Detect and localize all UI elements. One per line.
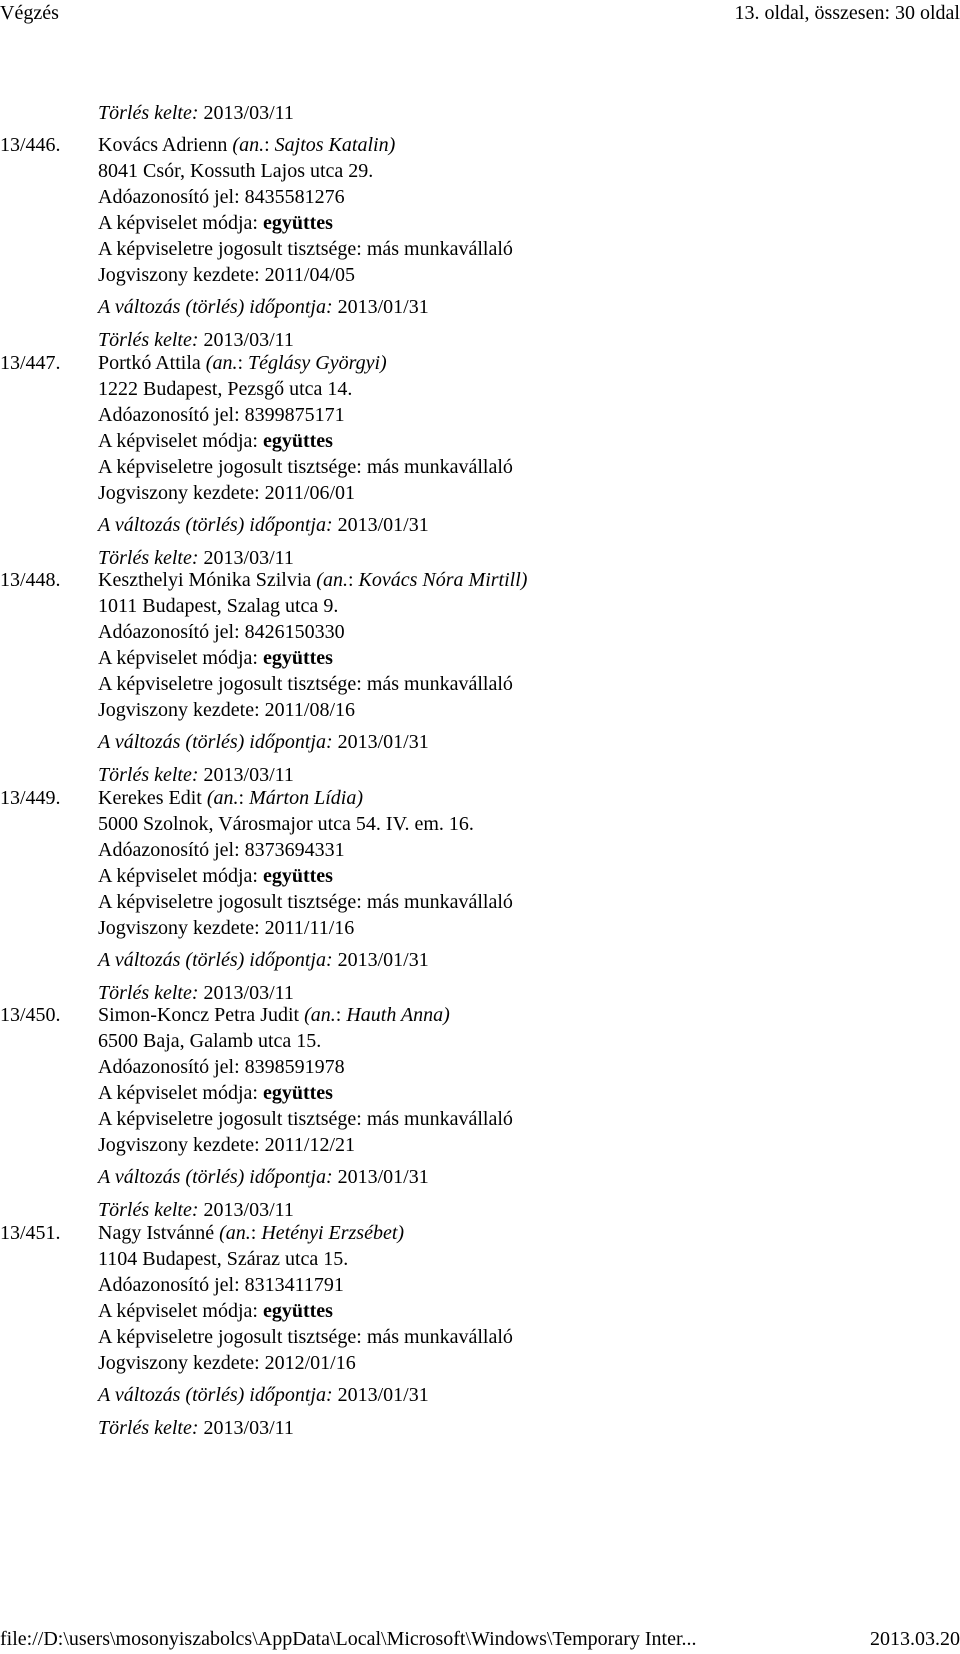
change-value: 2013/01/31 bbox=[337, 514, 429, 536]
mother-name: Téglásy Györgyi) bbox=[248, 352, 387, 374]
entry-start-line bbox=[98, 262, 355, 288]
taxid-label: Adóazonosító jel: bbox=[98, 1274, 240, 1296]
mother-prefix: (an. bbox=[205, 352, 238, 374]
deletion-value: 2013/03/11 bbox=[203, 982, 294, 1004]
start-label: Jogviszony kezdete: bbox=[98, 1352, 260, 1374]
mother-prefix: (an. bbox=[316, 569, 348, 591]
entry-name: Keszthelyi Mónika Szilvia bbox=[98, 569, 312, 591]
taxid-label: Adóazonosító jel: bbox=[98, 186, 240, 208]
deletion-value: 2013/03/11 bbox=[203, 547, 294, 569]
rep-mode-value: együttes bbox=[262, 1082, 333, 1104]
entry-address: 5000 Szolnok, Városmajor utca 54. IV. em. 16. bbox=[98, 813, 474, 835]
deletion-value: 2013/03/11 bbox=[203, 764, 294, 786]
deletion-label: Törlés kelte: bbox=[98, 764, 199, 786]
change-label: A változás (törlés) időpontja: bbox=[98, 949, 333, 971]
rep-mode-label: A képviselet módja: bbox=[98, 865, 258, 887]
entry-taxid-line bbox=[98, 837, 345, 863]
mother-prefix: (an. bbox=[232, 134, 265, 156]
start-label: Jogviszony kezdete: bbox=[98, 699, 260, 721]
rep-mode-value: együttes bbox=[262, 865, 333, 887]
mother-prefix: (an. bbox=[304, 1004, 336, 1026]
mother-name: Márton Lídia) bbox=[249, 787, 363, 809]
mother-name: Hetényi Erzsébet) bbox=[261, 1222, 405, 1244]
header-page-info: 13. oldal, összesen: 30 oldal bbox=[734, 2, 960, 24]
deletion-value: 2013/03/11 bbox=[203, 1199, 294, 1221]
start-label: Jogviszony kezdete: bbox=[98, 1134, 260, 1156]
taxid-value: 8435581276 bbox=[244, 186, 345, 208]
change-label: A változás (törlés) időpontja: bbox=[98, 731, 333, 753]
rep-mode-value: együttes bbox=[262, 1300, 333, 1322]
entry-taxid-line bbox=[98, 402, 345, 428]
entry-name-line bbox=[98, 785, 363, 811]
mother-colon: : bbox=[237, 352, 244, 374]
mother-name: Sajtos Katalin) bbox=[274, 134, 396, 156]
footer-date: 2013.03.20 bbox=[870, 1628, 960, 1650]
change-value: 2013/01/31 bbox=[337, 296, 429, 318]
entry-address: 1104 Budapest, Száraz utca 15. bbox=[98, 1248, 349, 1270]
rep-mode-label: A képviselet módja: bbox=[98, 212, 258, 234]
start-value: 2011/08/16 bbox=[264, 699, 355, 721]
entry-address: 1222 Budapest, Pezsgő utca 14. bbox=[98, 378, 353, 400]
change-value: 2013/01/31 bbox=[337, 1166, 429, 1188]
entry-rep-role: A képviseletre jogosult tisztsége: más munkavállaló bbox=[98, 1108, 513, 1130]
mother-name: Hauth Anna) bbox=[346, 1004, 450, 1026]
deletion-value: 2013/03/11 bbox=[203, 329, 294, 351]
deletion-value: 2013/03/11 bbox=[203, 102, 294, 124]
entry-rep-role: A képviseletre jogosult tisztsége: más munkavállaló bbox=[98, 1326, 513, 1348]
taxid-label: Adóazonosító jel: bbox=[98, 404, 240, 426]
entry-name-line bbox=[98, 567, 527, 593]
entry-rep-mode-line bbox=[98, 863, 333, 889]
start-label: Jogviszony kezdete: bbox=[98, 264, 260, 286]
start-value: 2011/12/21 bbox=[264, 1134, 355, 1156]
entry-start-line bbox=[98, 915, 354, 941]
deletion-label: Törlés kelte: bbox=[98, 982, 199, 1004]
entry-name: Nagy Istvánné bbox=[98, 1222, 215, 1244]
entry-address: 8041 Csór, Kossuth Lajos utca 29. bbox=[98, 160, 374, 182]
entry-name: Kerekes Edit bbox=[98, 787, 202, 809]
taxid-label: Adóazonosító jel: bbox=[98, 839, 240, 861]
entry-address: 6500 Baja, Galamb utca 15. bbox=[98, 1030, 322, 1052]
entry-start-line bbox=[98, 697, 355, 723]
footer-path: file://D:\users\mosonyiszabolcs\AppData\Local\Microsoft\Windows\Temporary Inter... bbox=[0, 1628, 697, 1650]
entry-address: 1011 Budapest, Szalag utca 9. bbox=[98, 595, 339, 617]
rep-mode-label: A képviselet módja: bbox=[98, 647, 258, 669]
entry-rep-mode-line bbox=[98, 210, 333, 236]
entry-number: 13/446. bbox=[0, 134, 61, 156]
entry-name: Portkó Attila bbox=[98, 352, 201, 374]
change-value: 2013/01/31 bbox=[337, 1384, 429, 1406]
taxid-value: 8313411791 bbox=[244, 1274, 344, 1296]
mother-colon: : bbox=[238, 787, 245, 809]
change-label: A változás (törlés) időpontja: bbox=[98, 1384, 333, 1406]
entry-rep-role: A képviseletre jogosult tisztsége: más munkavállaló bbox=[98, 891, 513, 913]
entry-number: 13/449. bbox=[0, 787, 61, 809]
rep-mode-label: A képviselet módja: bbox=[98, 1082, 258, 1104]
start-value: 2011/04/05 bbox=[264, 264, 355, 286]
mother-prefix: (an. bbox=[219, 1222, 251, 1244]
change-value: 2013/01/31 bbox=[337, 949, 429, 971]
entry-rep-mode-line bbox=[98, 1298, 333, 1324]
rep-mode-value: együttes bbox=[262, 647, 333, 669]
entry-taxid-line bbox=[98, 619, 345, 645]
entry-change-line bbox=[98, 1164, 429, 1190]
taxid-value: 8399875171 bbox=[244, 404, 345, 426]
entry-taxid-line bbox=[98, 1054, 345, 1080]
entry-start-line bbox=[98, 480, 355, 506]
entry-number: 13/447. bbox=[0, 352, 61, 374]
entry-name-line bbox=[98, 132, 395, 158]
start-value: 2011/06/01 bbox=[264, 482, 355, 504]
start-label: Jogviszony kezdete: bbox=[98, 917, 260, 939]
entry-number: 13/450. bbox=[0, 1004, 61, 1026]
start-label: Jogviszony kezdete: bbox=[98, 482, 260, 504]
entry-rep-role: A képviseletre jogosult tisztsége: más munkavállaló bbox=[98, 456, 513, 478]
entry-rep-mode-line bbox=[98, 645, 333, 671]
mother-prefix: (an. bbox=[206, 787, 239, 809]
deletion-label: Törlés kelte: bbox=[98, 1417, 199, 1439]
taxid-label: Adóazonosító jel: bbox=[98, 621, 240, 643]
change-label: A változás (törlés) időpontja: bbox=[98, 1166, 333, 1188]
entry-start-line bbox=[98, 1350, 356, 1376]
mother-colon: : bbox=[250, 1222, 257, 1244]
entry-number: 13/451. bbox=[0, 1222, 61, 1244]
entry-rep-mode-line bbox=[98, 428, 333, 454]
change-label: A változás (törlés) időpontja: bbox=[98, 514, 333, 536]
entry-change-line bbox=[98, 729, 429, 755]
taxid-value: 8426150330 bbox=[244, 621, 345, 643]
change-value: 2013/01/31 bbox=[337, 731, 429, 753]
deletion-label: Törlés kelte: bbox=[98, 1199, 199, 1221]
entry-change-line bbox=[98, 1382, 429, 1408]
first-deletion-line bbox=[98, 100, 294, 126]
mother-colon: : bbox=[264, 134, 270, 156]
rep-mode-value: együttes bbox=[262, 430, 333, 452]
entry-number: 13/448. bbox=[0, 569, 61, 591]
entry-taxid-line bbox=[98, 184, 345, 210]
taxid-value: 8373694331 bbox=[244, 839, 345, 861]
entry-rep-role: A képviseletre jogosult tisztsége: más munkavállaló bbox=[98, 673, 513, 695]
entry-rep-mode-line bbox=[98, 1080, 333, 1106]
start-value: 2011/11/16 bbox=[264, 917, 355, 939]
entry-name-line bbox=[98, 1220, 404, 1246]
taxid-label: Adóazonosító jel: bbox=[98, 1056, 240, 1078]
entry-name-line bbox=[98, 350, 387, 376]
entry-change-line bbox=[98, 294, 429, 320]
entry-name: Kovács Adrienn bbox=[98, 134, 228, 156]
header-title: Végzés bbox=[0, 2, 59, 24]
entry-start-line bbox=[98, 1132, 355, 1158]
deletion-label: Törlés kelte: bbox=[98, 329, 199, 351]
entry-rep-role: A képviseletre jogosult tisztsége: más munkavállaló bbox=[98, 238, 513, 260]
rep-mode-label: A képviselet módja: bbox=[98, 1300, 258, 1322]
taxid-value: 8398591978 bbox=[244, 1056, 345, 1078]
change-label: A változás (törlés) időpontja: bbox=[98, 296, 333, 318]
rep-mode-value: együttes bbox=[262, 212, 333, 234]
start-value: 2012/01/16 bbox=[264, 1352, 356, 1374]
rep-mode-label: A képviselet módja: bbox=[98, 430, 258, 452]
deletion-value: 2013/03/11 bbox=[203, 1417, 294, 1439]
entry-change-line bbox=[98, 512, 429, 538]
deletion-label: Törlés kelte: bbox=[98, 102, 199, 124]
mother-colon: : bbox=[347, 569, 354, 591]
mother-name: Kovács Nóra Mirtill) bbox=[358, 569, 528, 591]
entry-change-line bbox=[98, 947, 429, 973]
entry-name-line bbox=[98, 1002, 450, 1028]
mother-colon: : bbox=[335, 1004, 342, 1026]
deletion-label: Törlés kelte: bbox=[98, 547, 199, 569]
entry-deletion-line bbox=[98, 1415, 294, 1441]
entry-name: Simon-Koncz Petra Judit bbox=[98, 1004, 300, 1026]
entry-taxid-line bbox=[98, 1272, 344, 1298]
